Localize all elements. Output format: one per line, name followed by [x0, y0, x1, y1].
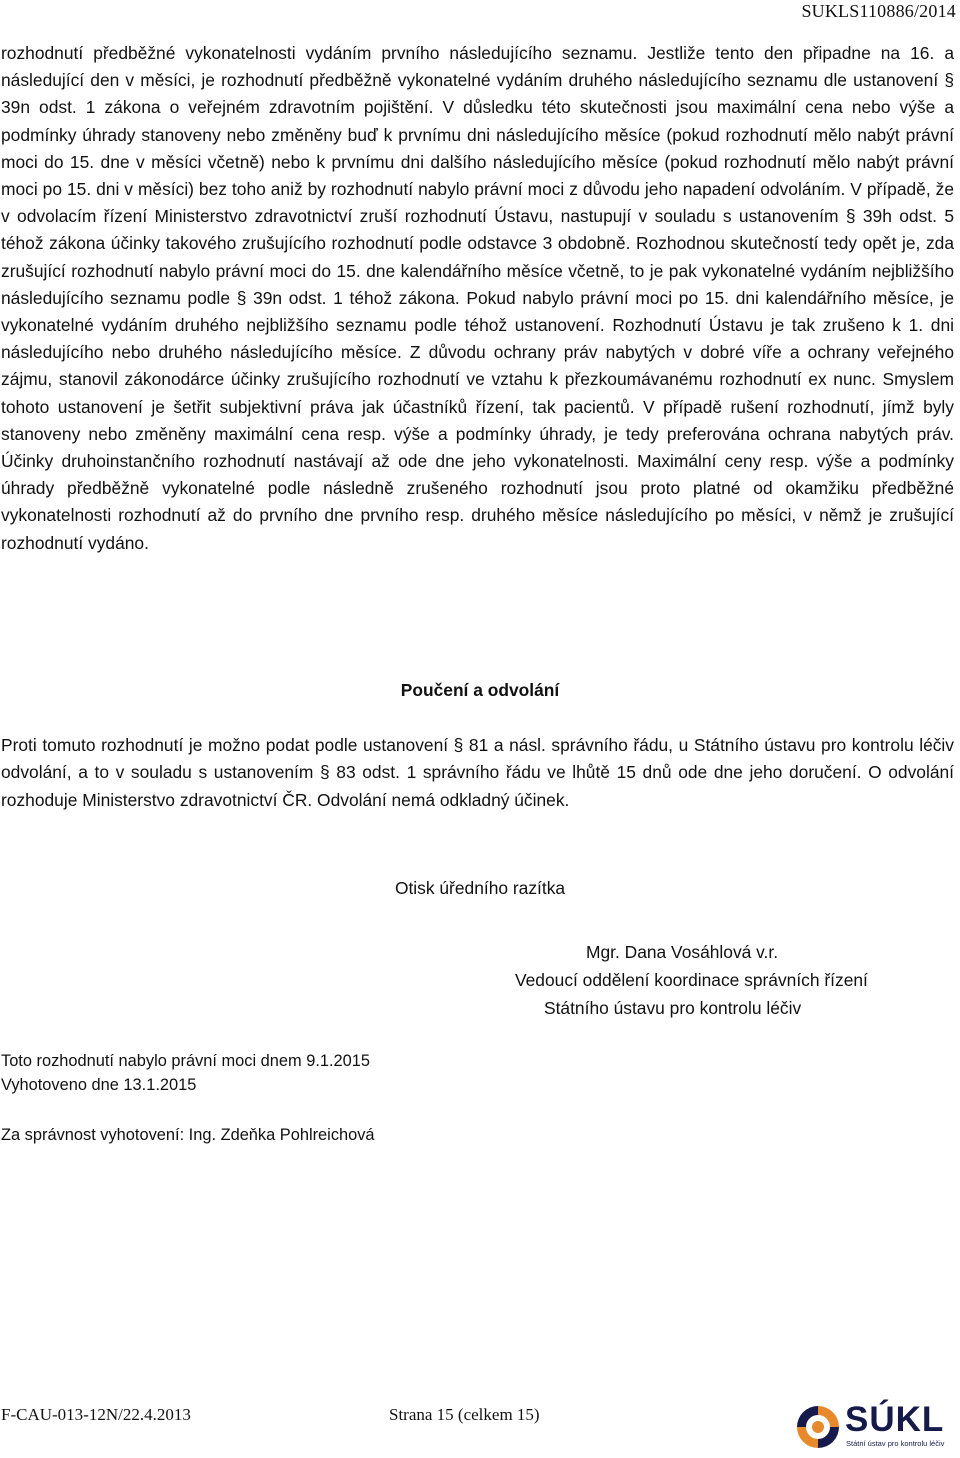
signatory-role: Vedoucí oddělení koordinace správních řízení: [515, 970, 868, 990]
logo-wordmark: SÚKL: [845, 1400, 945, 1439]
logo-subtext: Státní ústav pro kontrolu léčiv: [846, 1439, 945, 1448]
signatory-name: Mgr. Dana Vosáhlová v.r.: [586, 942, 779, 962]
document-id: SUKLS110886/2014: [801, 1, 956, 21]
sukl-logo: [793, 1402, 955, 1452]
legal-effect-note: Toto rozhodnutí nabylo právní moci dnem 9.1.2015: [1, 1052, 371, 1070]
appeal-heading: Poučení a odvolání: [400, 680, 560, 700]
form-code: F-CAU-013-12N/22.4.2013: [1, 1405, 191, 1424]
page-number: Strana 15 (celkem 15): [389, 1405, 540, 1424]
sukl-logo-icon: [793, 1402, 843, 1452]
stamp-label: Otisk úředního razítka: [394, 878, 566, 898]
signatory-institution: Státního ústavu pro kontrolu léčiv: [544, 998, 802, 1018]
produced-date-note: Vyhotoveno dne 13.1.2015: [1, 1076, 197, 1094]
correctness-note: Za správnost vyhotovení: Ing. Zdeňka Pohlreichová: [1, 1126, 375, 1144]
signature-block: [515, 938, 945, 1022]
body-paragraph: rozhodnutí předběžné vykonatelnosti vydáním prvního následujícího seznamu. Jestliže tento den připadne na 16. a následující den v měsíci, je rozhodnutí předběžně vykonatelné vydáním druhého následujícího seznamu dle ustanovení § 39n odst. 1 zákona o veřejném zdravotním pojištění. V důsledku této skutečnosti jsou maximální cena nebo výše a podmínky úhrady stanoveny nebo změněny buď k prvnímu dni následujícího měsíce (pokud rozhodnutí mělo nabýt právní moci do 15. dne v měsíci včetně) nebo k prvnímu dni dalšího následujícího měsíce (pokud rozhodnutí mělo nabýt právní moci po 15. dni v měsíci) bez toho aniž by rozhodnutí nabylo právní moci z důvodu jeho napadení odvoláním. V případě, že v odvolacím řízení Ministerstvo zdravotnictví zruší rozhodnutí Ústavu, nastupují v souladu s ustanovením § 39h odst. 5 téhož zákona účinky takového zrušujícího rozhodnutí podle odstavce 3 obdobně. Rozhodnou skutečností tedy opět je, zda zrušující rozhodnutí nabylo právní moci do 15. dne kalendářního měsíce včetně, to je pak vykonatelné vydáním nejbližšího následujícího seznamu podle § 39n odst. 1 téhož zákona. Pokud nabylo právní moci po 15. dni kalendářního měsíce, je vykonatelné vydáním druhého nejbližšího seznamu podle téhož ustanovení. Rozhodnutí Ústavu je tak zrušeno k 1. dni následujícího nebo druhého následujícího měsíce. Z důvodu ochrany práv nabytých v dobré víře a ochrany veřejného zájmu, stanovil zákonodárce účinky zrušujícího rozhodnutí ve vztahu k přezkoumávanému rozhodnutí ex nunc. Smyslem tohoto ustanovení je šetřit subjektivní práva jak účastníků řízení, tak pacientů. V případě rušení rozhodnutí, jímž byly stanoveny nebo změněny maximální cena resp. výše a podmínky úhrady, je tedy preferována ochrana nabytých práv. Účinky druhoinstančního rozhodnutí nastávají až ode dne jeho vykonatelnosti. Maximální ceny resp. výše a podmínky úhrady předběžně vykonatelné podle následně zrušeného rozhodnutí jsou proto platné od okamžiku předběžné vykonatelnosti rozhodnutí až do prvního dne prvního resp. druhého měsíce následujícího po měsíci, v němž je zrušující rozhodnutí vydáno.: [1, 43, 954, 553]
appeal-paragraph: Proti tomuto rozhodnutí je možno podat podle ustanovení § 81 a násl. správního řádu, u Státního ústavu pro kontrolu léčiv odvolání, a to v souladu s ustanovením § 83 odst. 1 správního řádu ve lhůtě 15 dnů ode dne jeho doručení. O odvolání rozhoduje Ministerstvo zdravotnictví ČR. Odvolání nemá odkladný účinek.: [1, 735, 954, 810]
